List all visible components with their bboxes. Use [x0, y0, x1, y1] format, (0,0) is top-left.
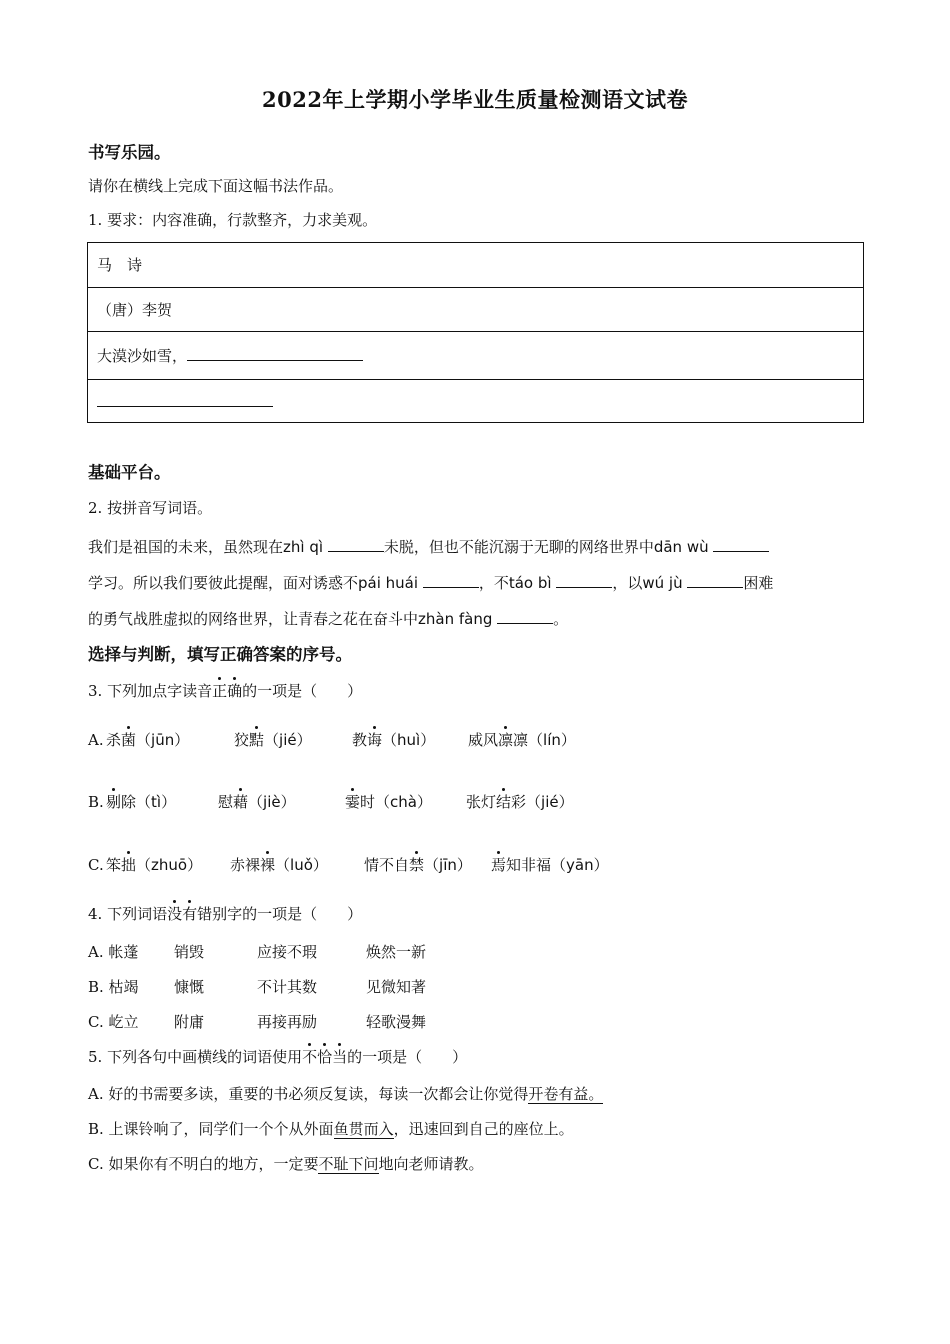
- word-text: 凛: [513, 731, 529, 749]
- q2-text: 学习。所以我们要彼此提醒，面对诱惑不: [88, 574, 359, 592]
- poem-line1-blank[interactable]: [187, 344, 363, 361]
- answer-blank-paihuai[interactable]: [423, 571, 479, 588]
- q4-a-word1: A. 帐蓬: [88, 943, 139, 961]
- q3-c-word3: [364, 855, 472, 875]
- dotted-char: 结: [496, 793, 512, 811]
- q3-a-word3: [352, 730, 435, 750]
- q3-b-word2: [218, 792, 296, 812]
- writing-instruction: 请你在横线上完成下面这幅书法作品。: [88, 177, 344, 195]
- answer-blank-wuju[interactable]: [687, 571, 743, 588]
- q4-c-word1: C. 屹立: [88, 1013, 139, 1031]
- emphasis-dot-char: 确: [227, 682, 243, 700]
- underlined-phrase: 开卷有益。: [528, 1085, 604, 1103]
- pinyin: （tì）: [136, 793, 177, 811]
- poem-row-title: [88, 243, 863, 288]
- q3-c-word2: [230, 855, 328, 875]
- pinyin: （jié）: [526, 793, 574, 811]
- pinyin-taobi: táo bì: [508, 574, 552, 592]
- q3-b-word4: [466, 792, 574, 812]
- dotted-char: 黠: [249, 731, 265, 749]
- q3-c-label: [88, 855, 104, 875]
- pinyin-zhanfang: zhàn fàng: [418, 610, 493, 628]
- q4-c-word2: 附庸: [174, 1013, 205, 1031]
- emphasis-dot-char: 恰: [317, 1048, 333, 1066]
- dotted-char: 藉: [233, 793, 249, 811]
- option-label: A.: [88, 731, 104, 749]
- poem-row-line2: [88, 380, 863, 422]
- poem-line2-blank[interactable]: [97, 390, 273, 407]
- q2-text: ，以: [612, 574, 643, 592]
- dotted-char: 焉: [491, 856, 507, 874]
- answer-blank-zhanfang[interactable]: [497, 607, 553, 624]
- answer-blank-zhiqi[interactable]: [328, 535, 384, 552]
- dotted-char: 禁: [409, 856, 425, 874]
- poem-line1-text: 大漠沙如雪，: [97, 347, 188, 365]
- option-text: 地向老师请教。: [378, 1155, 484, 1173]
- pinyin: （zhuō）: [136, 856, 203, 874]
- dotted-char: 剔: [106, 793, 122, 811]
- q4-a-word2: 销毁: [174, 943, 205, 961]
- word-text: 张灯: [466, 793, 497, 811]
- exam-title: 2022年上学期小学毕业生质量检测语文试卷: [262, 87, 688, 112]
- q3-b-word3: [345, 792, 432, 812]
- q4-stem-text: 4. 下列词语: [88, 905, 168, 923]
- pinyin: （jīn）: [424, 856, 472, 874]
- word-text: 杀: [106, 731, 122, 749]
- dotted-char: 拙: [121, 856, 137, 874]
- answer-blank-taobi[interactable]: [556, 571, 612, 588]
- question-5-option-c[interactable]: [88, 1154, 484, 1174]
- q5-stem-text: 的一项是（ ）: [347, 1048, 468, 1066]
- answer-blank-danwu[interactable]: [713, 535, 769, 552]
- q4-a-word4: 焕然一新: [366, 943, 427, 961]
- poem-row-author: [88, 288, 863, 332]
- option-text: B. 上课铃响了，同学们一个个从外面: [88, 1120, 334, 1138]
- word-text: 威风: [468, 731, 499, 749]
- question-2-paragraph-line2: [88, 571, 773, 593]
- pinyin-danwu: dān wù: [653, 538, 709, 556]
- section-heading-choice: 选择与判断，填写正确答案的序号。: [88, 645, 352, 664]
- question-4-stem: [88, 904, 362, 924]
- word-text: 赤裸: [230, 856, 261, 874]
- q2-text: 我们是祖国的未来，虽然现在: [88, 538, 284, 556]
- q4-c-word3: 再接再励: [257, 1013, 318, 1031]
- question-5-option-a[interactable]: [88, 1084, 603, 1104]
- question-2-stem: 2. 按拼音写词语。: [88, 499, 213, 517]
- question-2-paragraph-line1: [88, 535, 769, 557]
- q5-stem-text: 5. 下列各句中画横线的词语使用: [88, 1048, 303, 1066]
- word-text: 笨: [106, 856, 122, 874]
- underlined-phrase: 不耻下问: [318, 1155, 379, 1173]
- pinyin: （jūn）: [136, 731, 190, 749]
- q4-stem-text: 错别字的一项是（ ）: [197, 905, 363, 923]
- section-heading-writing: 书写乐园。: [88, 143, 171, 162]
- dotted-char: 霎: [345, 793, 361, 811]
- dotted-char: 裸: [260, 856, 276, 874]
- question-5-stem: [88, 1047, 467, 1067]
- option-label: B.: [88, 793, 104, 811]
- q3-b-label: [88, 792, 104, 812]
- word-text: 除: [121, 793, 137, 811]
- q3-c-word4: [491, 855, 609, 875]
- q3-c-word1: [106, 855, 202, 875]
- option-text: ，迅速回到自己的座位上。: [393, 1120, 574, 1138]
- word-text: 彩: [511, 793, 527, 811]
- q4-a-word3: 应接不瑕: [257, 943, 318, 961]
- q4-b-word2: 慷慨: [174, 978, 205, 996]
- option-text: A. 好的书需要多读，重要的书必须反复读，每读一次都会让你觉得: [88, 1085, 529, 1103]
- pinyin: （chà）: [375, 793, 432, 811]
- poem-author: （唐）李贺: [97, 301, 173, 319]
- q3-stem-text: 的一项是（ ）: [242, 682, 363, 700]
- question-5-option-b[interactable]: [88, 1119, 574, 1139]
- pinyin: （lín）: [528, 731, 576, 749]
- word-text: 时: [360, 793, 376, 811]
- poem-table: [87, 242, 864, 423]
- emphasis-dot-char: 正: [212, 682, 228, 700]
- emphasis-dot-char: 当: [332, 1048, 348, 1066]
- section-heading-basics: 基础平台。: [88, 463, 171, 482]
- poem-title: 马 诗: [97, 256, 143, 274]
- q4-b-word4: 见微知著: [366, 978, 427, 996]
- poem-row-line1: [88, 332, 863, 380]
- question-2-paragraph-line3: [88, 607, 568, 629]
- dotted-char: 菌: [121, 731, 137, 749]
- option-label: C.: [88, 856, 104, 874]
- q3-a-word4: [468, 730, 576, 750]
- q4-b-word3: 不计其数: [257, 978, 318, 996]
- underlined-phrase: 鱼贯而入: [333, 1120, 394, 1138]
- dotted-char: 诲: [367, 731, 383, 749]
- pinyin-zhiqi: zhì qì: [283, 538, 324, 556]
- dotted-char: 凛: [498, 731, 514, 749]
- emphasis-dot-char: 不: [302, 1048, 318, 1066]
- word-text: 慰: [218, 793, 234, 811]
- q3-a-word2: [234, 730, 312, 750]
- option-text: C. 如果你有不明白的地方，一定要: [88, 1155, 319, 1173]
- emphasis-dot-char: 有: [182, 905, 198, 923]
- q2-text: 困难: [743, 574, 774, 592]
- pinyin-paihuai: pái huái: [358, 574, 419, 592]
- q4-c-word4: 轻歌漫舞: [366, 1013, 427, 1031]
- q2-text: 。: [553, 610, 569, 628]
- question-1-requirement: 1. 要求：内容准确，行款整齐，力求美观。: [88, 211, 378, 229]
- pinyin: （jiè）: [248, 793, 296, 811]
- q4-b-word1: B. 枯竭: [88, 978, 139, 996]
- q2-text: ，不: [478, 574, 509, 592]
- word-text: 狡: [234, 731, 250, 749]
- word-text: 教: [352, 731, 368, 749]
- q2-text: 未脱，但也不能沉溺于无聊的网络世界中: [383, 538, 654, 556]
- question-3-stem: [88, 681, 362, 701]
- q3-a-word1: [106, 730, 189, 750]
- pinyin-wuju: wú jù: [642, 574, 683, 592]
- q3-a-label: [88, 730, 104, 750]
- q3-b-word1: [106, 792, 176, 812]
- pinyin: （jié）: [264, 731, 312, 749]
- pinyin: （yān）: [551, 856, 609, 874]
- pinyin: （huì）: [382, 731, 436, 749]
- q3-stem-text: 3. 下列加点字读音: [88, 682, 213, 700]
- pinyin: （luǒ）: [275, 856, 328, 874]
- word-text: 知非福: [506, 856, 552, 874]
- word-text: 情不自: [364, 856, 410, 874]
- emphasis-dot-char: 没: [167, 905, 183, 923]
- q2-text: 的勇气战胜虚拟的网络世界，让青春之花在奋斗中: [88, 610, 419, 628]
